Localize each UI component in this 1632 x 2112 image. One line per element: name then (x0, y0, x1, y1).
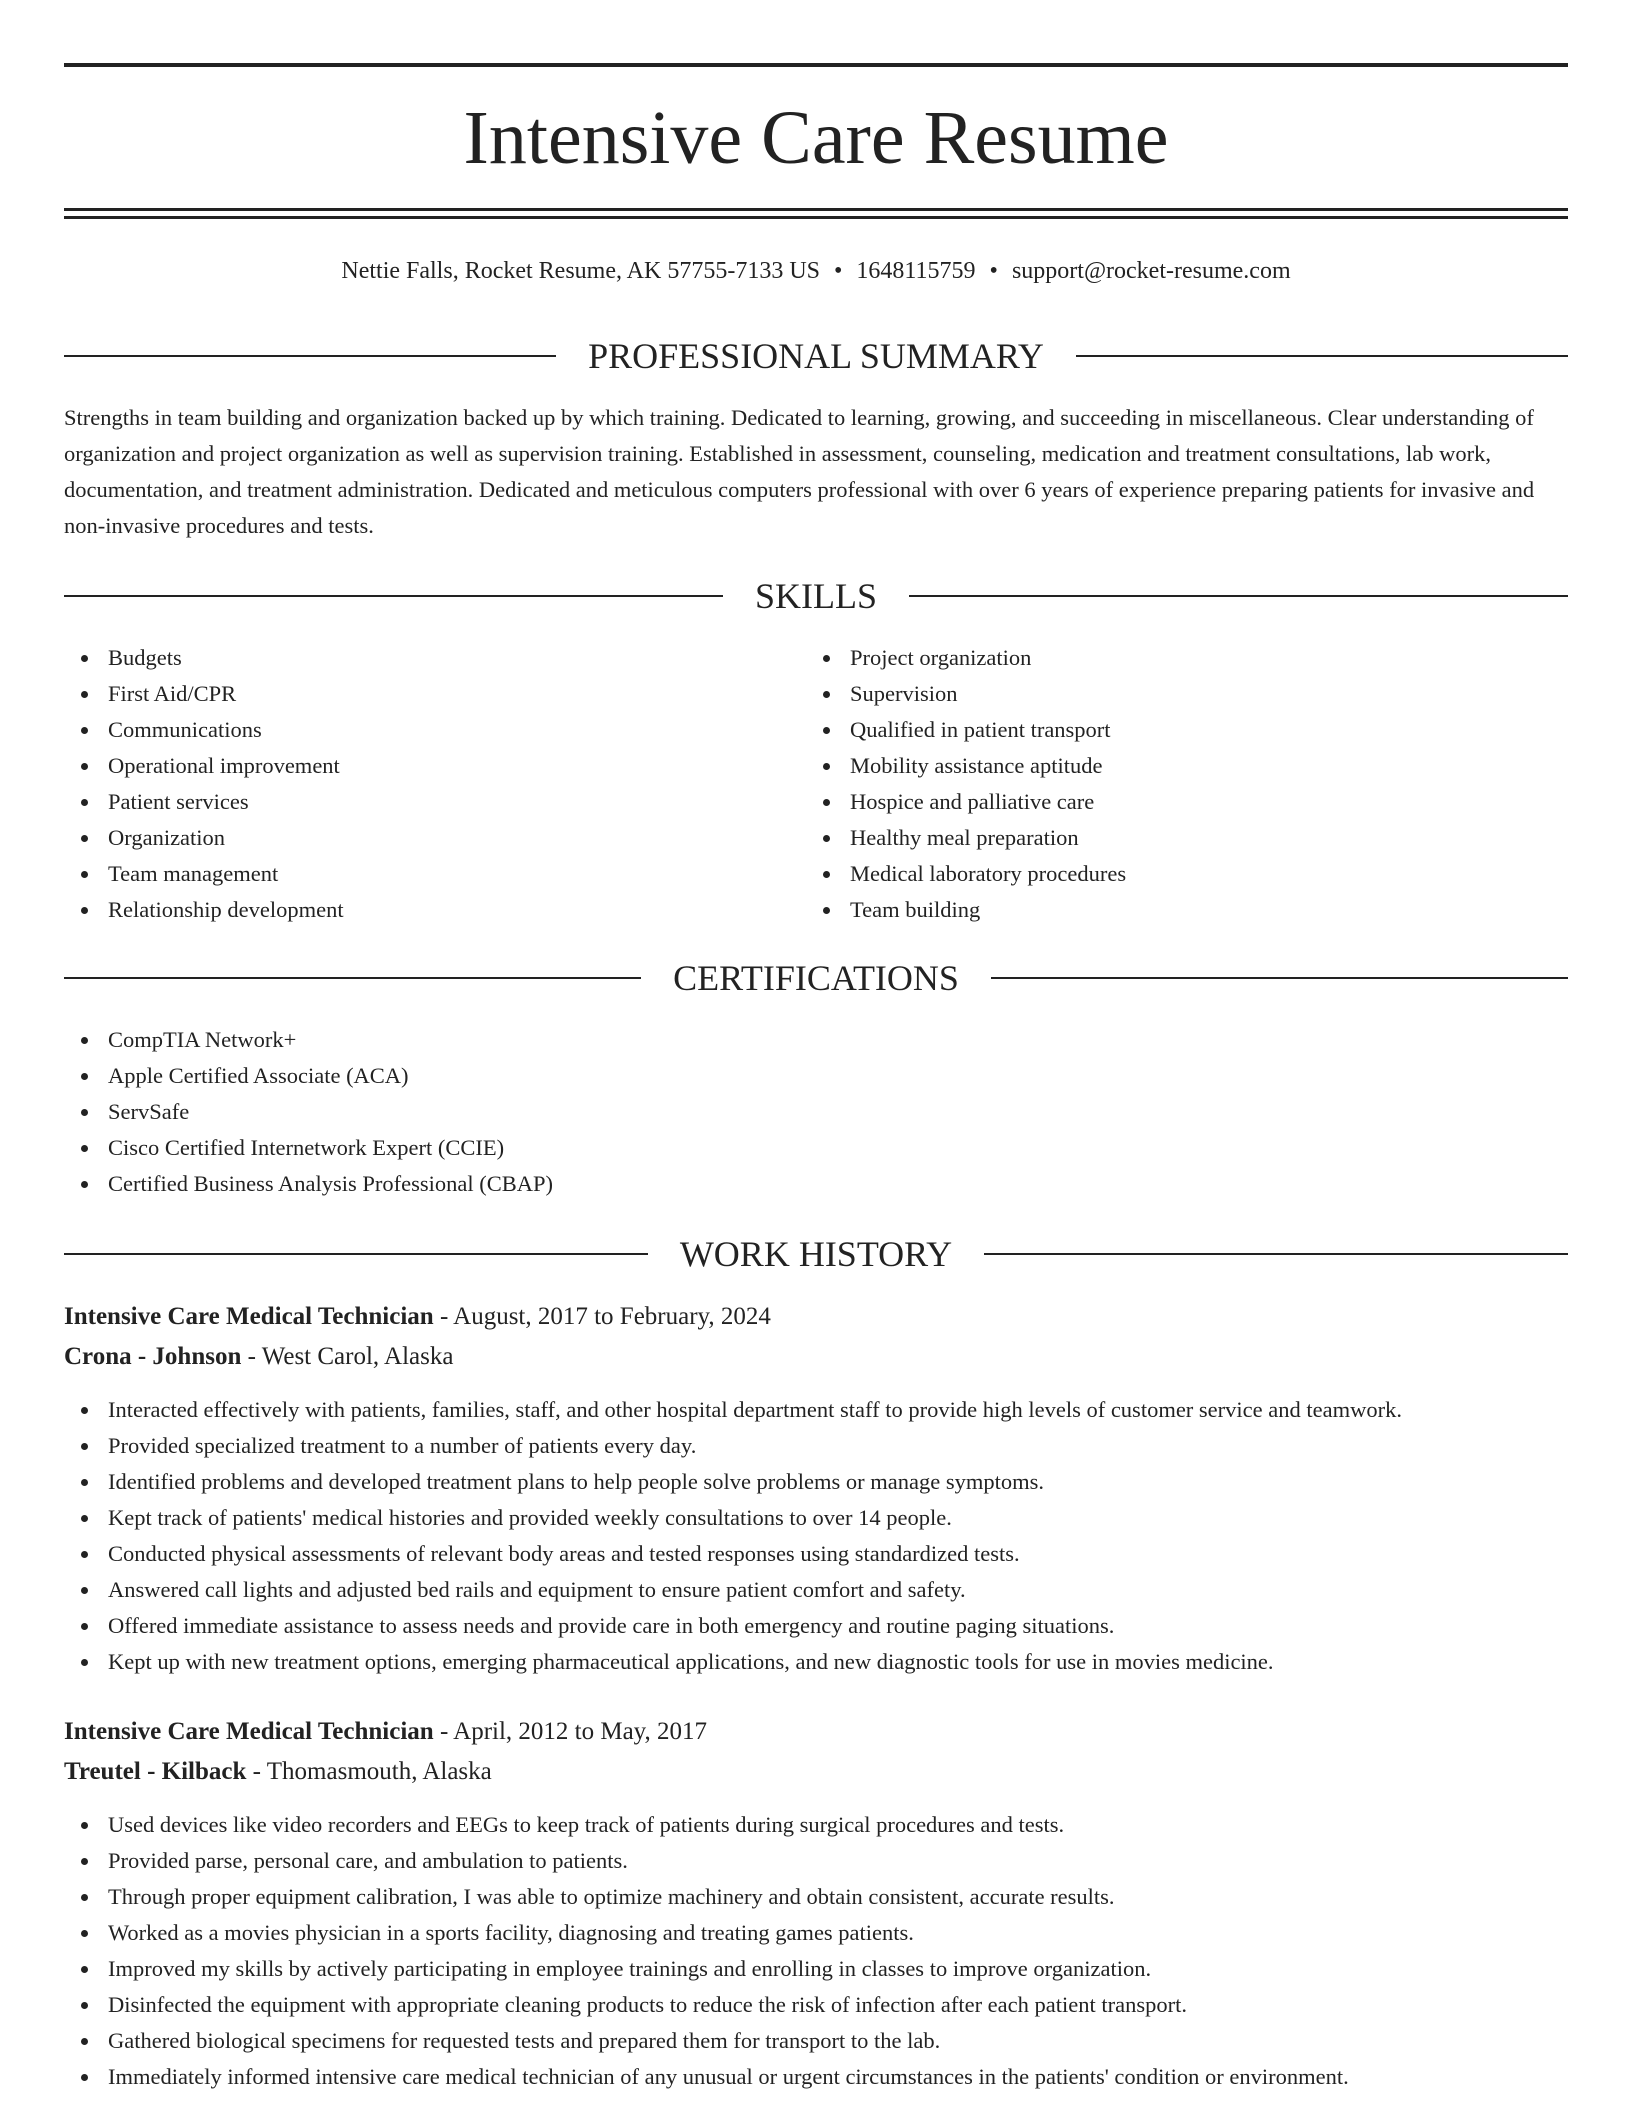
job-location: - West Carol, Alaska (247, 1343, 454, 1370)
section-heading-summary (64, 334, 1568, 378)
skill-item: Communications (64, 712, 804, 748)
certifications-list (64, 1022, 1568, 1202)
job-bullet: Provided specialized treatment to a number of patients every day. (64, 1428, 1568, 1464)
heading-rule-left (64, 1253, 648, 1255)
resume-title: Intensive Care Resume (463, 96, 1169, 180)
certification-item: Apple Certified Associate (ACA) (64, 1058, 1568, 1094)
contact-address: Nettie Falls, Rocket Resume, AK 57755-7133 US (341, 258, 821, 284)
title-double-rule-lower (64, 216, 1568, 219)
section-title-certifications: CERTIFICATIONS (673, 958, 959, 998)
contact-phone: 1648115759 (856, 258, 976, 284)
heading-rule-right (1076, 355, 1568, 357)
section-title-work-history: WORK HISTORY (679, 1234, 953, 1274)
skill-item: Healthy meal preparation (806, 820, 1546, 856)
job-bullets (64, 1807, 1568, 2095)
heading-rule-right (984, 1253, 1568, 1255)
contact-separator: • (834, 258, 843, 284)
skill-item: Relationship development (64, 892, 804, 928)
skill-item: Budgets (64, 640, 804, 676)
job-company-line (64, 1753, 1568, 1791)
skill-item: First Aid/CPR (64, 676, 804, 712)
job-title-line (64, 1298, 1568, 1336)
job-bullet: Interacted effectively with patients, families, staff, and other hospital department staff to provide high levels of customer service and teamwork. (64, 1392, 1568, 1428)
skill-item: Project organization (806, 640, 1546, 676)
heading-rule-left (64, 355, 556, 357)
job-company-line (64, 1338, 1568, 1376)
section-heading-certifications (64, 956, 1568, 1000)
job-bullet: Kept up with new treatment options, emerging pharmaceutical applications, and new diagnostic tools for use in movies medicine. (64, 1644, 1568, 1680)
job-company: Crona - Johnson (64, 1343, 242, 1370)
contact-line (64, 254, 1568, 288)
job-bullet: Improved my skills by actively participating in employee trainings and enrolling in classes to improve organization. (64, 1951, 1568, 1987)
job-bullet: Conducted physical assessments of relevant body areas and tested responses using standardized tests. (64, 1536, 1568, 1572)
section-heading-work-history (64, 1232, 1568, 1276)
job-location: - Thomasmouth, Alaska (252, 1758, 492, 1785)
job-bullet: Immediately informed intensive care medical technician of any unusual or urgent circumstances in the patients' condition or environment. (64, 2059, 1568, 2095)
section-title-summary: PROFESSIONAL SUMMARY (588, 336, 1044, 376)
job-bullet: Offered immediate assistance to assess needs and provide care in both emergency and routine paging situations. (64, 1608, 1568, 1644)
skill-item: Hospice and palliative care (806, 784, 1546, 820)
title-double-rule-upper (64, 208, 1568, 211)
job-bullet: Gathered biological specimens for requested tests and prepared them for transport to the lab. (64, 2023, 1568, 2059)
skill-item: Patient services (64, 784, 804, 820)
job-company: Treutel - Kilback (64, 1758, 247, 1785)
job-bullet: Disinfected the equipment with appropriate cleaning products to reduce the risk of infection after each patient transport. (64, 1987, 1568, 2023)
heading-rule-right (991, 977, 1568, 979)
job-bullet: Used devices like video recorders and EEGs to keep track of patients during surgical procedures and tests. (64, 1807, 1568, 1843)
section-title-skills: SKILLS (755, 576, 878, 616)
certification-item: CompTIA Network+ (64, 1022, 1568, 1058)
job-bullets (64, 1392, 1568, 1680)
skill-item: Team management (64, 856, 804, 892)
heading-rule-left (64, 977, 641, 979)
skills-column-left (64, 640, 804, 928)
job-bullet: Kept track of patients' medical histories and provided weekly consultations to over 14 people. (64, 1500, 1568, 1536)
skill-item: Supervision (806, 676, 1546, 712)
job-bullet: Through proper equipment calibration, I was able to optimize machinery and obtain consistent, accurate results. (64, 1879, 1568, 1915)
contact-separator: • (989, 258, 998, 284)
job-title: Intensive Care Medical Technician (64, 1718, 434, 1745)
certification-item: ServSafe (64, 1094, 1568, 1130)
skill-item: Team building (806, 892, 1546, 928)
job-bullet: Answered call lights and adjusted bed rails and equipment to ensure patient comfort and safety. (64, 1572, 1568, 1608)
job-title-line (64, 1713, 1568, 1751)
skill-item: Operational improvement (64, 748, 804, 784)
job-bullet: Worked as a movies physician in a sports facility, diagnosing and treating games patients. (64, 1915, 1568, 1951)
skills-column-right (806, 640, 1546, 928)
top-rule (64, 63, 1568, 67)
section-heading-skills (64, 574, 1568, 618)
summary-paragraph: Strengths in team building and organization backed up by which training. Dedicated to learning, growing, and succeeding in miscellaneous. Clear understanding of organization and project organization as well as supervision training. Established in assessment, counseling, medication and treatment consultations, lab work, documentation, and treatment administration. Dedicated and meticulous computers professional with over 6 years of experience preparing patients for invasive and non-invasive procedures and tests. (64, 405, 1535, 538)
job-dates: - August, 2017 to February, 2024 (439, 1303, 771, 1330)
job-bullet: Identified problems and developed treatment plans to help people solve problems or manage symptoms. (64, 1464, 1568, 1500)
job-dates: - April, 2012 to May, 2017 (439, 1718, 708, 1745)
skill-item: Organization (64, 820, 804, 856)
certification-item: Cisco Certified Internetwork Expert (CCIE) (64, 1130, 1568, 1166)
job-bullet: Provided parse, personal care, and ambulation to patients. (64, 1843, 1568, 1879)
heading-rule-left (64, 595, 723, 597)
skill-item: Medical laboratory procedures (806, 856, 1546, 892)
certification-item: Certified Business Analysis Professional (CBAP) (64, 1166, 1568, 1202)
contact-email: support@rocket-resume.com (1011, 258, 1291, 284)
skill-item: Mobility assistance aptitude (806, 748, 1546, 784)
job-title: Intensive Care Medical Technician (64, 1303, 434, 1330)
skill-item: Qualified in patient transport (806, 712, 1546, 748)
heading-rule-right (909, 595, 1568, 597)
